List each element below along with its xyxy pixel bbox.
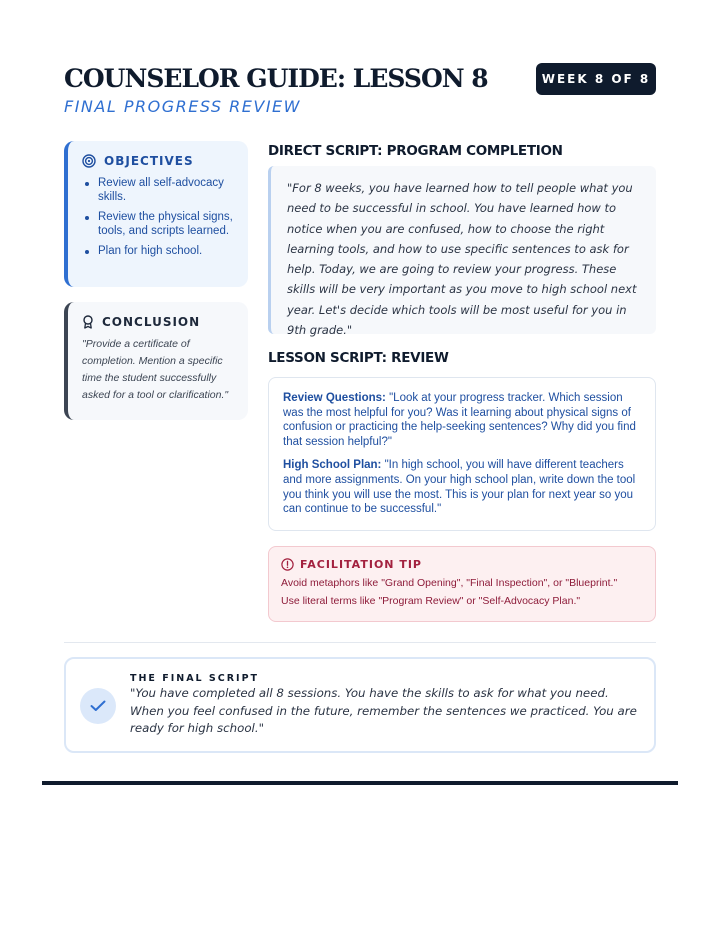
facilitation-tip-box	[268, 546, 656, 622]
footer-bar	[42, 781, 678, 785]
facilitation-tip-line: Avoid metaphors like "Grand Opening", "Final Inspection", or "Blueprint."	[281, 577, 618, 589]
checkmark-icon	[90, 700, 106, 712]
direct-script-heading: DIRECT SCRIPT: PROGRAM COMPLETION	[268, 143, 563, 159]
award-ribbon-icon	[82, 315, 94, 329]
review-questions-text: "Look at your progress tracker. Which session was the most helpful for you? Was it learning about physical signs of confusion or practicing the help-seeking sentences? Why did you find that session helpful?"	[283, 392, 636, 448]
conclusion-heading-text: CONCLUSION	[102, 315, 201, 329]
objectives-card	[64, 141, 248, 287]
lesson-script-box	[268, 377, 656, 531]
review-questions	[283, 391, 641, 449]
info-icon	[281, 558, 294, 571]
list-item: Review all self-advocacy skills.	[82, 176, 238, 204]
final-script-text: "You have completed all 8 sessions. You have the skills to ask for what you need. When you feel confused in the future, remember the sentences we practiced. You are ready for high school."	[130, 686, 637, 736]
page-header	[64, 62, 656, 122]
conclusion-text: "Provide a certificate of completion. Mention a specific time the student successfully asked for a tool or clarification."	[82, 338, 229, 401]
final-script-box	[64, 657, 656, 753]
facilitation-tip-heading-text: FACILITATION TIP	[300, 557, 422, 571]
list-item: Review the physical signs, tools, and scripts learned.	[82, 210, 238, 238]
high-school-plan-label: High School Plan:	[283, 459, 382, 472]
direct-script-quote	[268, 166, 656, 338]
objectives-heading-text: OBJECTIVES	[104, 154, 194, 168]
page-title: COUNSELOR GUIDE: LESSON 8	[64, 64, 488, 93]
conclusion-card	[64, 302, 248, 420]
final-script-label: THE FINAL SCRIPT	[130, 673, 260, 684]
high-school-plan	[283, 458, 641, 516]
facilitation-tip-heading	[281, 557, 643, 571]
high-school-plan-text: "In high school, you will have different teachers and more assignments. On your high school plan, write down the tool you think you will use the most. This is your plan for next year so you can continue to be successful."	[283, 459, 636, 516]
objectives-list	[82, 176, 238, 258]
review-questions-label: Review Questions:	[283, 392, 386, 404]
conclusion-heading	[82, 314, 238, 330]
check-badge	[80, 688, 116, 724]
target-icon	[82, 154, 96, 168]
facilitation-tip-line: Use literal terms like "Program Review" or "Self-Advocacy Plan."	[281, 595, 581, 607]
objectives-heading	[82, 153, 238, 169]
lesson-script-heading: LESSON SCRIPT: REVIEW	[268, 350, 449, 366]
list-item: Plan for high school.	[82, 244, 238, 258]
direct-script-text: "For 8 weeks, you have learned how to tell people what you need to be successful in school. You have learned how to notice when you are confused, how to choose the right learning tools, and how to use specific sentences to ask for help. Today, we are going to review your progress. These skills will be very important as you move to high school next year. Let's decide which tools will be most useful for you in 9th grade."	[287, 181, 637, 338]
page-subtitle: FINAL PROGRESS REVIEW	[64, 97, 301, 116]
section-divider	[64, 642, 656, 643]
week-badge: WEEK 8 OF 8	[536, 63, 656, 95]
